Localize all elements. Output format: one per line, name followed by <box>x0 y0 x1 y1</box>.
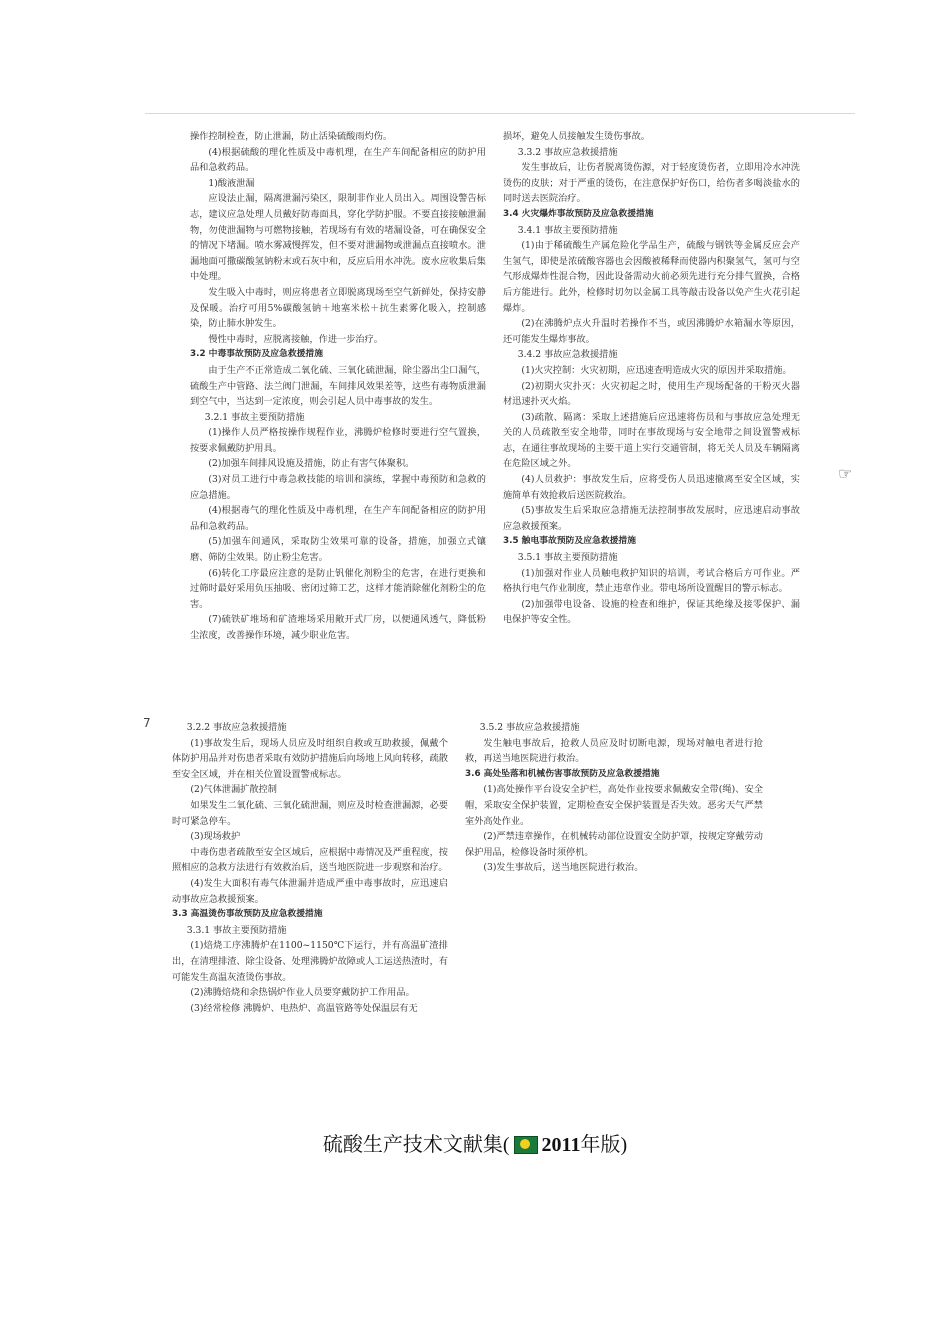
section-heading: 3.6 高处坠落和机械伤害事故预防及应急救援措施 <box>465 768 660 779</box>
top-rule <box>145 113 855 114</box>
paragraph: (2)气体泄漏扩散控制 <box>190 784 277 796</box>
paragraph: 中毒伤患者疏散至安全区域后，应根据中毒情况及严重程度，按照相应的急救方法进行有效救治后，送当地医院进一步观察和治疗。 <box>172 846 448 874</box>
paragraph: 发生事故后，让伤者脱离烫伤源，对于轻度烫伤者，立即用冷水冲洗烫伤的皮肤；对于严重的烫伤，在注意保护好伤口，给伤者多喝淡盐水的同时送去医院治疗。 <box>503 162 800 205</box>
section-heading: 3.3.2 事故应急救援措施 <box>517 146 618 158</box>
paragraph: (2)在沸腾炉点火升温时若操作不当，或因沸腾炉水箱漏水等原因，还可能发生爆炸事故。 <box>503 318 800 345</box>
paragraph: (1)火灾控制：火灾初期，应迅速查明造成火灾的原因并采取措施。 <box>521 364 792 376</box>
section-heading: 3.3 高温烫伤事故预防及应急救援措施 <box>172 909 323 920</box>
footer-caption <box>0 1128 950 1157</box>
paragraph: 慢性中毒时，应脱离接触，作进一步治疗。 <box>208 333 383 345</box>
section-heading: 3.2.2 事故应急救援措施 <box>186 722 287 733</box>
section-heading: 3.4.2 事故应急救援措施 <box>517 349 618 361</box>
paragraph: (4)根据硫酸的理化性质及中毒机理，在生产车间配备相应的防护用品和急救药品。 <box>190 146 486 174</box>
paragraph: (4)人员救护：事故发生后，应将受伤人员迅速撤离至安全区域，实施简单有效抢救后送医院救治。 <box>503 474 800 501</box>
paragraph: (3)对员工进行中毒急救技能的培训和演练，掌握中毒预防和急救的应急措施。 <box>190 474 486 501</box>
column-bottom-right <box>465 720 763 876</box>
section-heading: 3.3.1 事故主要预防措施 <box>186 924 287 936</box>
paragraph: (3)发生事故后，送当地医院进行救治。 <box>483 862 644 874</box>
footer-prefix: 硫酸生产技术文献集( <box>322 1134 510 1156</box>
footer-suffix: 年版) <box>580 1134 628 1156</box>
paragraph: (1)加强对作业人员触电救护知识的培训，考试合格后方可作业。严格执行电气作业制度，禁止违章作业。带电场所设置醒目的警示标志。 <box>503 567 800 595</box>
paragraph: 发生吸入中毒时，则应将患者立即脱离现场至空气新鲜处，保持安静及保暖。治疗可用5%碳酸氢钠＋地塞米松＋抗生素雾化吸入，控制感染，防止肺水肿发生。 <box>190 286 486 330</box>
paragraph: (2)沸腾焙烧和余热锅炉作业人员要穿戴防护工作用品。 <box>190 987 415 999</box>
paragraph: (5)加强车间通风，采取防尘效果可靠的设备，措施，加强立式镶磨、筛防尘效果。防止粉尘危害。 <box>190 536 486 564</box>
section-heading: 3.2 中毒事故预防及应急救援措施 <box>190 349 324 360</box>
paragraph: (5)事故发生后采取应急措施无法控制事故发展时，应迅速启动事故应急救援预案。 <box>503 505 800 532</box>
section-heading: 3.5 触电事故预防及应急救援措施 <box>503 536 637 547</box>
paragraph: (1)操作人员严格按操作规程作业，沸腾炉检修时要进行空气置换，按要求佩戴防护用具。 <box>190 427 486 454</box>
paragraph: (1)高处操作平台设安全护栏，高处作业按要求佩戴安全带(绳)、安全帽，采取安全保护装置，定期检查安全保护装置是否失效。恶劣天气严禁室外高处作业。 <box>465 784 763 827</box>
paragraph: (4)发生大面积有毒气体泄漏并造成严重中毒事故时，应迅速启动事故应急救援预案。 <box>172 877 448 905</box>
paragraph: (1)事故发生后，现场人员应及时组织自救或互助救援，佩戴个体防护用品并对伤患者采取有效防护措施后向场地上风向转移，疏散至安全区域，并在相关位置设置警戒标志。 <box>172 737 448 780</box>
paragraph: 发生触电事故后，抢救人员应及时切断电源，现场对触电者进行抢救，再送当地医院进行救治。 <box>465 737 763 765</box>
paragraph: (6)转化工序最应注意的是防止钒催化剂粉尘的危害，在进行更换和过筛时最好采用负压抽吸、密闭过筛工艺，这样才能消除催化剂粉尘的危害。 <box>190 567 486 610</box>
column-top-left <box>190 129 486 644</box>
hand-cursor-icon: ☞ <box>838 464 853 483</box>
paragraph: 操作控制检查，防止泄漏，防止活染硫酸雨灼伤。 <box>190 131 393 142</box>
paragraph: (1)由于稀硫酸生产属危险化学品生产，硫酸与钢铁等金属反应会产生氢气，即使是浓硫酸容器也会因酸被稀释而使器内积聚氢气，氢可与空气形成爆炸性混合物，因此设备需动火前必须先进行充分排气置换，合格后方能进行。此外，检修时切勿以金属工具等敲击设备以免产生火花引起爆炸。 <box>503 240 800 314</box>
paragraph: (2)加强带电设备、设施的检查和维护，保证其绝缘及接零保护、漏电保护等安全性。 <box>503 598 800 626</box>
paragraph: (2)加强车间排风设施及措施，防止有害气体聚积。 <box>208 458 415 470</box>
column-bottom-left <box>152 720 448 1016</box>
section-heading: 3.4 火灾爆炸事故预防及应急救援措施 <box>503 208 654 219</box>
paragraph: (1)焙烧工序沸腾炉在1100~1150℃下运行，并有高温矿渣排出，在清理排渣、除尘设备、处理沸腾炉故障或人工运送热渣时，有可能发生高温灰渣烫伤事故。 <box>172 940 448 983</box>
paragraph: 如果发生二氧化硫、三氧化硫泄漏，则应及时检查泄漏源，必要时可紧急停车。 <box>172 799 448 827</box>
paragraph: 1)酸液泄漏 <box>208 177 255 189</box>
page-number: 7 <box>143 716 151 730</box>
paragraph: (3)疏散、隔离：采取上述措施后应迅速将伤员和与事故应急处理无关的人员疏散至安全地带，同时在事故现场与安全地带之间设置警戒标志，在通往事故现场的主要干道上实行交通管制，将无关人员及车辆隔离在危险区域之外。 <box>503 411 800 470</box>
section-heading: 3.2.1 事故主要预防措施 <box>204 411 305 423</box>
paragraph: (3)经常检修 沸腾炉、电热炉、高温管路等处保温层有无 <box>190 1002 418 1014</box>
paragraph: (3)现场救护 <box>190 831 241 843</box>
footer-year: 2011 <box>541 1134 581 1156</box>
paragraph: 应设法止漏，隔离泄漏污染区，限制非作业人员出入。周围设警告标志，建议应急处理人员戴好防毒面具，穿化学防护服。不要直接接触泄漏物，勿使泄漏物与可燃物接触，若现场有有效的堵漏设备，可在确保安全的情况下堵漏。喷水雾减慢挥发，但不要对泄漏物或泄漏点直接喷水。泄漏地面可撒碳酸氢钠粉末或石灰中和，反应后用水冲洗。废水应收集后集中处理。 <box>190 193 486 283</box>
paragraph: (4)根据毒气的理化性质及中毒机理，在生产车间配备相应的防护用品和急救药品。 <box>190 505 486 532</box>
paragraph: (7)硫铁矿堆场和矿渣堆场采用敞开式厂房，以便通风透气，降低粉尘浓度，改善操作环境，减少职业危害。 <box>190 614 486 641</box>
section-heading: 3.5.2 事故应急救援措施 <box>479 722 580 733</box>
section-heading: 3.5.1 事故主要预防措施 <box>517 552 618 564</box>
paragraph: 损坏，避免人员接触发生烫伤事故。 <box>503 131 650 142</box>
publisher-logo-icon <box>514 1136 538 1154</box>
column-top-right <box>503 129 800 628</box>
paragraph: 由于生产不正常造成二氧化硫、三氧化硫泄漏，除尘器出尘口漏气，硫酸生产中管路、法兰阀门泄漏，车间排风效果差等，这些有毒物质泄漏到空气中，当达到一定浓度，则会引起人员中毒事故的发生。 <box>190 364 486 408</box>
paragraph: (2)初期火灾扑灭：火灾初起之时，使用生产现场配备的干粉灭火器材迅速扑灭火焰。 <box>503 380 800 408</box>
section-heading: 3.4.1 事故主要预防措施 <box>517 224 618 236</box>
paragraph: (2)严禁违章操作，在机械转动部位设置安全防护罩，按规定穿戴劳动保护用品，检修设备时须停机。 <box>465 831 763 858</box>
